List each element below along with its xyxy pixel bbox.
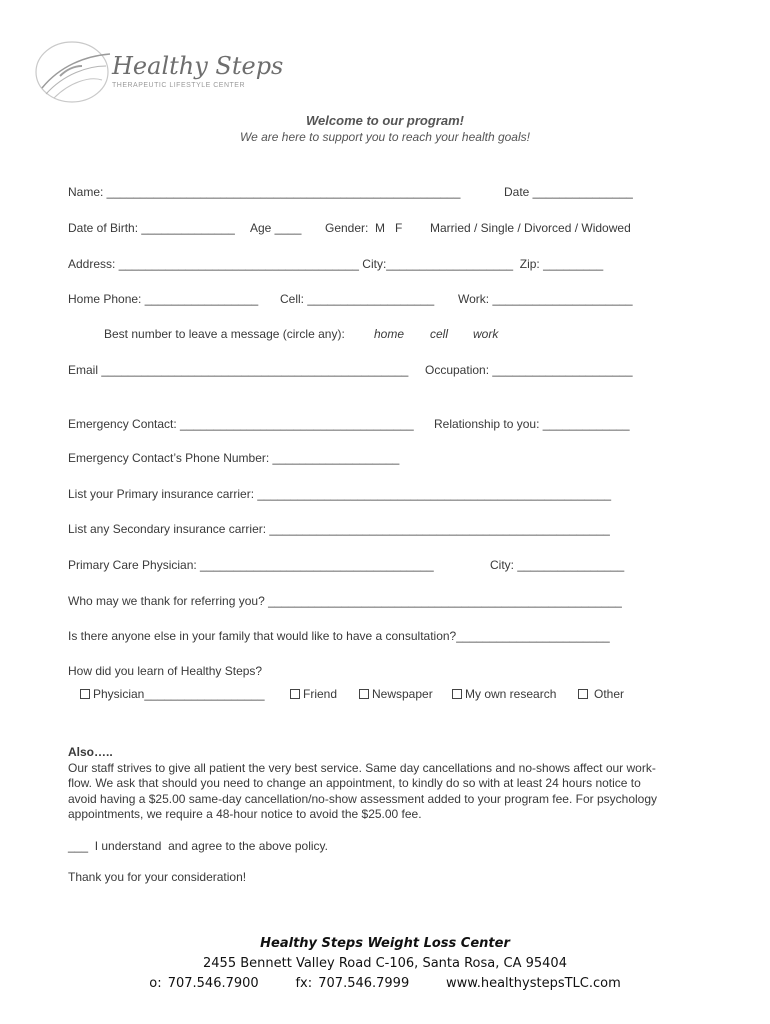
checkbox-other[interactable] bbox=[578, 687, 624, 701]
support-subheading: We are here to support you to reach your health goals! bbox=[240, 130, 530, 144]
option-home[interactable]: home bbox=[374, 327, 405, 341]
emergency-phone-field[interactable]: Emergency Contact’s Phone Number: ___________________ bbox=[68, 451, 400, 465]
thanks-text: Thank you for your consideration! bbox=[68, 870, 247, 884]
footer-contact: o: 707.546.7900 fx: 707.546.7999 www.healthystepsTLC.com bbox=[149, 976, 621, 991]
gender-field[interactable]: Gender: M F bbox=[325, 221, 403, 235]
primary-insurance-field[interactable]: List your Primary insurance carrier: _____________________________________________________ bbox=[68, 487, 612, 501]
welcome-heading: Welcome to our program! bbox=[306, 113, 464, 128]
footer-address: 2455 Bennett Valley Road C-106, Santa Rosa, CA 95404 bbox=[203, 956, 567, 971]
option-cell[interactable]: cell bbox=[430, 327, 449, 341]
checkbox-icon[interactable] bbox=[80, 689, 90, 699]
checkbox-own-research[interactable] bbox=[452, 687, 556, 701]
home-phone-field[interactable]: Home Phone: _________________ bbox=[68, 292, 259, 306]
policy-text: Our staff strives to give all patient the very best service. Same day cancellations and no-shows affect our work-flow. We ask that should you need to change an appointment, to kindly do so with at least 24 hours notice to avoid having a $25.00 same-day cancellation/no-show assessment added to your program fee. For psychology appointments, we require a 48-hour notice to avoid the $25.00 fee. bbox=[68, 761, 658, 821]
relationship-field[interactable]: Relationship to you: _____________ bbox=[434, 417, 630, 431]
checkbox-physician[interactable] bbox=[80, 687, 265, 701]
dob-field[interactable]: Date of Birth: ______________ bbox=[68, 221, 235, 235]
option-work[interactable]: work bbox=[473, 327, 499, 341]
work-phone-field[interactable]: Work: _____________________ bbox=[458, 292, 633, 306]
option-label: Other bbox=[594, 687, 625, 701]
referral-field[interactable]: Who may we thank for referring you? _____________________________________________________ bbox=[68, 594, 622, 608]
checkbox-icon[interactable] bbox=[290, 689, 300, 699]
secondary-insurance-field[interactable]: List any Secondary insurance carrier: ___________________________________________________ bbox=[68, 522, 610, 536]
option-label: My own research bbox=[465, 687, 557, 701]
emergency-contact-field[interactable]: Emergency Contact: ___________________________________ bbox=[68, 417, 414, 431]
option-label: Newspaper bbox=[372, 687, 433, 701]
policy-agree-field[interactable]: ___ I understand and agree to the above policy. bbox=[68, 839, 328, 853]
option-label: Physician__________________ bbox=[93, 687, 265, 701]
checkbox-icon[interactable] bbox=[578, 689, 588, 699]
age-field[interactable]: Age ____ bbox=[250, 221, 302, 235]
email-field[interactable]: Email ______________________________________________ bbox=[68, 363, 409, 377]
checkbox-icon[interactable] bbox=[452, 689, 462, 699]
occupation-field[interactable]: Occupation: _____________________ bbox=[425, 363, 633, 377]
checkbox-icon[interactable] bbox=[359, 689, 369, 699]
name-field[interactable]: Name: _____________________________________________________ bbox=[68, 185, 461, 199]
family-consultation-field[interactable]: Is there anyone else in your family that would like to have a consultation?_______________________ bbox=[68, 629, 610, 643]
brand-name: Healthy Steps bbox=[112, 52, 284, 80]
physician-field[interactable]: Primary Care Physician: ___________________________________ bbox=[68, 558, 434, 572]
policy-heading: Also….. bbox=[68, 745, 113, 759]
best-number-label: Best number to leave a message (circle any): bbox=[104, 327, 345, 341]
learn-label: How did you learn of Healthy Steps? bbox=[68, 664, 263, 678]
checkbox-newspaper[interactable] bbox=[359, 687, 433, 701]
option-label: Friend bbox=[303, 687, 338, 701]
checkbox-friend[interactable] bbox=[290, 687, 337, 701]
cell-phone-field[interactable]: Cell: ___________________ bbox=[280, 292, 435, 306]
address-field[interactable]: Address: ____________________________________ City:___________________ Zip: _________ bbox=[68, 257, 604, 271]
date-field[interactable]: Date _______________ bbox=[504, 185, 633, 199]
marital-status-field[interactable]: Married / Single / Divorced / Widowed bbox=[430, 221, 631, 235]
brand-subtitle: THERAPEUTIC LIFESTYLE CENTER bbox=[112, 82, 246, 89]
footer-center-name: Healthy Steps Weight Loss Center bbox=[260, 936, 510, 951]
physician-city-field[interactable]: City: ________________ bbox=[490, 558, 625, 572]
